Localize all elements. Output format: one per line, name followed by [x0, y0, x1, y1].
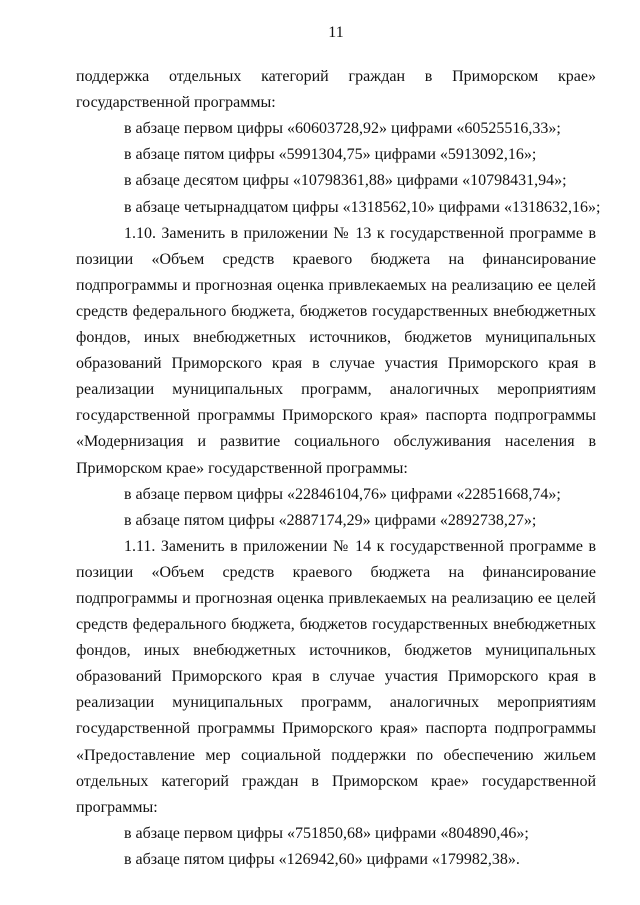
- paragraph-amendment-1: в абзаце первом цифры «60603728,92» цифрами «60525516,33»;: [124, 120, 561, 138]
- paragraph-amendment-2: в абзаце пятом цифры «5991304,75» цифрами «5913092,16»;: [124, 146, 537, 164]
- page-number: 11: [328, 24, 344, 41]
- paragraph-continuation: поддержка отдельных категорий граждан в Приморском крае» государственной программы:: [76, 68, 596, 112]
- paragraph-amendment-4: в абзаце четырнадцатом цифры «1318562,10» цифрами «1318632,16»;: [124, 198, 601, 216]
- paragraph-item-1-11: 1.11. Заменить в приложении № 14 к государственной программе в позиции «Объем средств краевого бюджета на финансирование подпрограммы и прогнозная оценка привлекаемых на реализацию ее целей средств федерального бюджета, бюджетов государственных внебюджетных фондов, иных внебюджетных источников, бюджетов муниципальных образований Приморского края в случае участия Приморского края в реализации муниципальных программ, аналогичных мероприятиям государственной программы Приморского края» паспорта подпрограммы «Предоставление мер социальной поддержки по обеспечению жильем отдельных категорий граждан в Приморском крае» государственной программы:: [76, 537, 596, 816]
- paragraph-amendment-8: в абзаце пятом цифры «126942,60» цифрами «179982,38».: [124, 850, 520, 868]
- paragraph-amendment-5: в абзаце первом цифры «22846104,76» цифрами «22851668,74»;: [124, 485, 561, 503]
- paragraph-amendment-6: в абзаце пятом цифры «2887174,29» цифрами «2892738,27»;: [124, 511, 537, 529]
- paragraph-amendment-7: в абзаце первом цифры «751850,68» цифрами «804890,46»;: [124, 824, 529, 842]
- paragraph-item-1-10: 1.10. Заменить в приложении № 13 к государственной программе в позиции «Объем средств краевого бюджета на финансирование подпрограммы и прогнозная оценка привлекаемых на реализацию ее целей средств федерального бюджета, бюджетов государственных внебюджетных фондов, иных внебюджетных источников, бюджетов муниципальных образований Приморского края в случае участия Приморского края в реализации муниципальных программ, аналогичных мероприятиям государственной программы Приморского края» паспорта подпрограммы «Модернизация и развитие социального обслуживания населения в Приморском крае» государственной программы:: [76, 224, 596, 477]
- paragraph-amendment-3: в абзаце десятом цифры «10798361,88» цифрами «10798431,94»;: [124, 172, 567, 190]
